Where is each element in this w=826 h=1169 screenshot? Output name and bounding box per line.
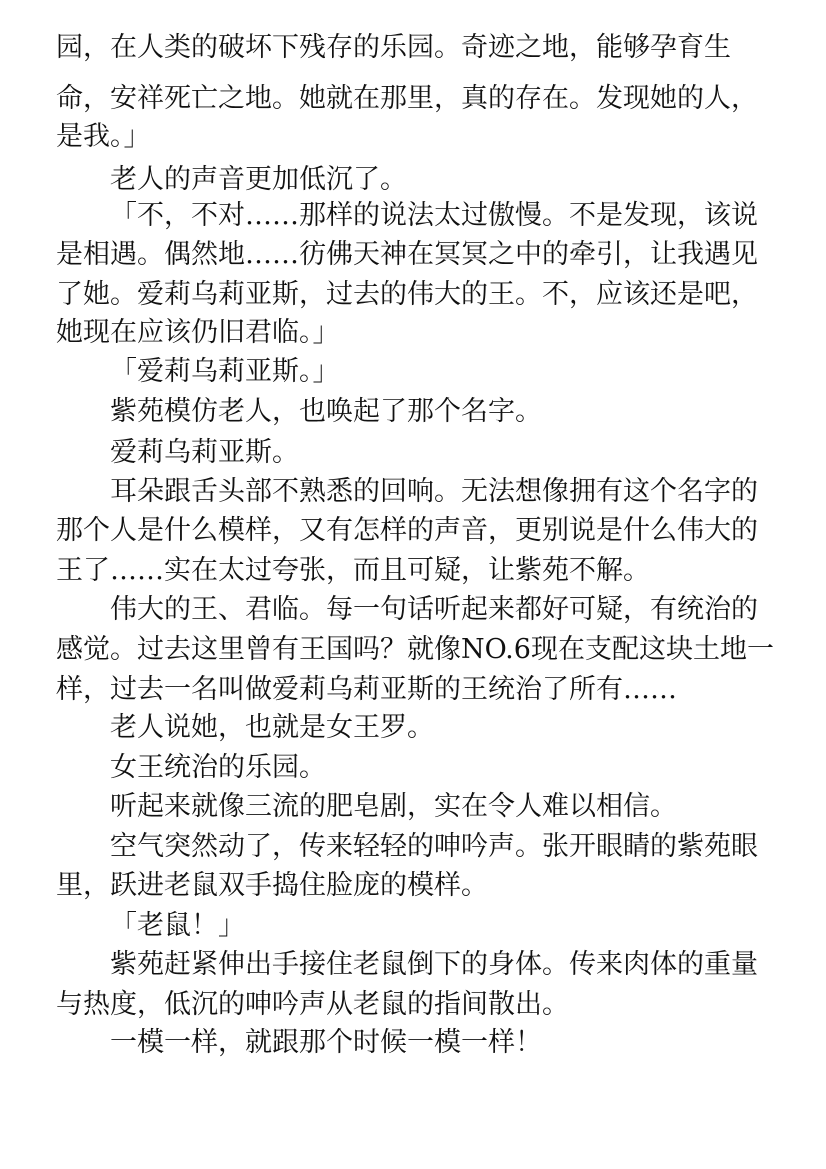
text-line: 听起来就像三流的肥皂剧，实在令人难以相信。 [110, 791, 677, 822]
text-line: 那个人是什么模样，又有怎样的声音，更别说是什么伟大的 [56, 515, 758, 546]
text-line: 样，过去一名叫做爱莉乌莉亚斯的王统治了所有…… [56, 674, 677, 705]
text-line: 一模一样，就跟那个时候一模一样！ [110, 1027, 542, 1058]
text-line: 「不，不对……那样的说法太过傲慢。不是发现，该说 [110, 200, 758, 231]
text-line: 老人说她，也就是女王罗。 [110, 712, 434, 743]
text-line: 耳朵跟舌头部不熟悉的回响。无法想像拥有这个名字的 [110, 476, 758, 507]
text-line: 紫苑赶紧伸出手接住老鼠倒下的身体。传来肉体的重量 [110, 949, 758, 980]
text-line: 女王统治的乐园。 [110, 752, 326, 783]
text-line: 里，跃进老鼠双手捣住脸庞的模样。 [56, 870, 488, 901]
text-line: 是我。」 [56, 121, 151, 152]
text-line: 园，在人类的破坏下残存的乐园。奇迹之地，能够孕育生 [56, 32, 731, 63]
text-line: 「爱莉乌莉亚斯。」 [110, 356, 340, 387]
text-line: 老人的声音更加低沉了。 [110, 164, 407, 195]
text-line: 她现在应该仍旧君临。」 [56, 317, 340, 348]
text-line: 命，安祥死亡之地。她就在那里，真的存在。发现她的人， [56, 83, 758, 114]
text-line: 紫苑模仿老人，也唤起了那个名字。 [110, 396, 542, 427]
text-line: 伟大的王、君临。每一句话听起来都好可疑，有统治的 [110, 594, 758, 625]
text-line: 爱莉乌莉亚斯。 [110, 437, 299, 468]
text-line: 了她。爱莉乌莉亚斯，过去的伟大的王。不，应该还是吧， [56, 279, 758, 310]
text-line: 与热度，低沉的呻吟声从老鼠的指间散出。 [56, 989, 569, 1020]
text-line: 「老鼠！」 [110, 910, 245, 941]
text-line: 是相遇。偶然地……彷佛天神在冥冥之中的牵引，让我遇见 [56, 239, 758, 270]
text-line: 感觉。过去这里曾有王国吗？就像NO.6现在支配这块土地一 [56, 634, 774, 665]
text-line: 空气突然动了，传来轻轻的呻吟声。张开眼睛的紫苑眼 [110, 831, 758, 862]
text-line: 王了……实在太过夸张，而且可疑，让紫苑不解。 [56, 555, 650, 586]
